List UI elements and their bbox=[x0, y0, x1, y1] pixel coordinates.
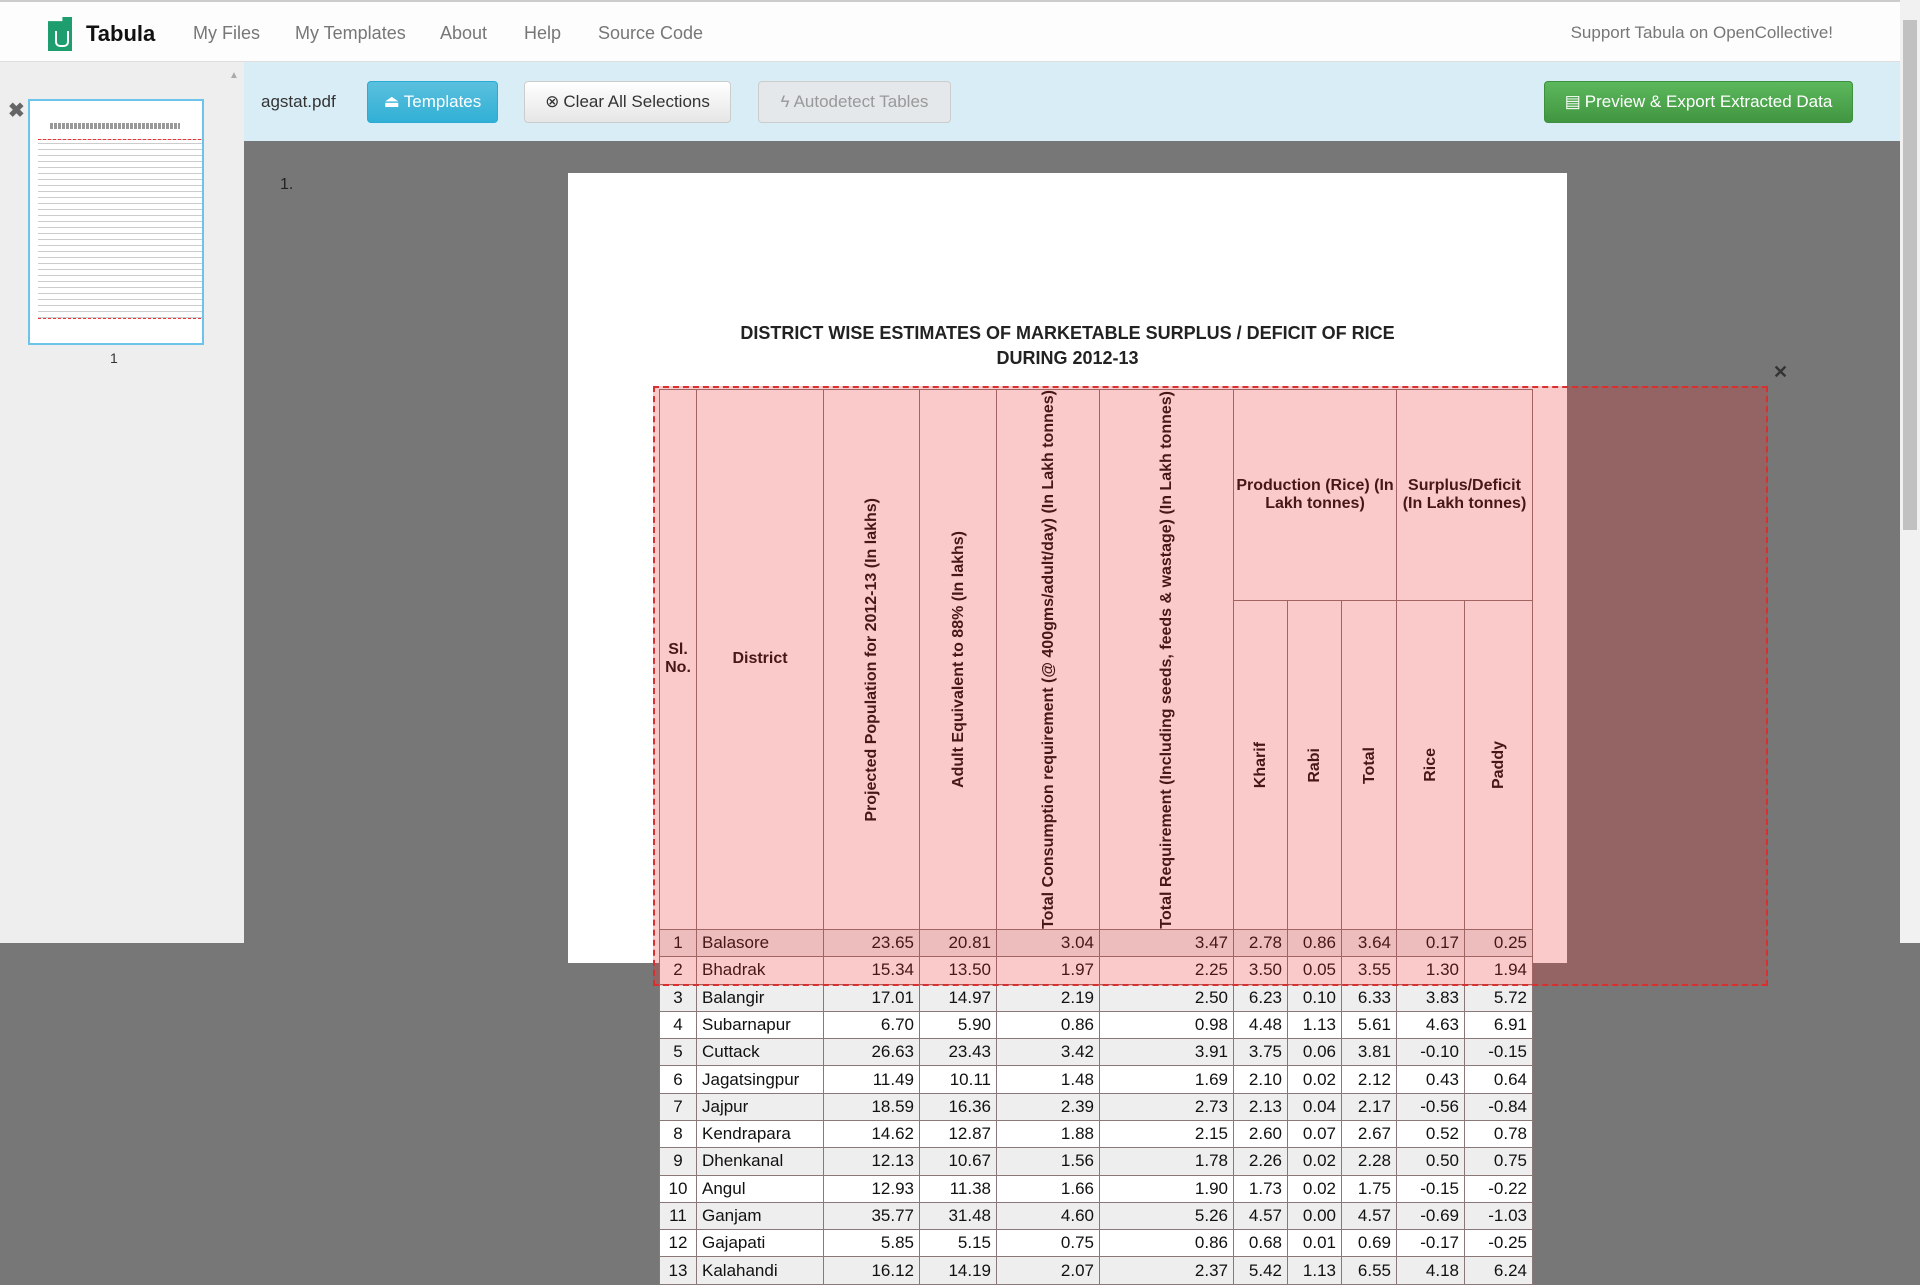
page-thumbnails-sidebar[interactable] bbox=[0, 62, 244, 943]
table-cell: 4.48 bbox=[1234, 1011, 1288, 1038]
table-cell: -0.17 bbox=[1397, 1230, 1465, 1257]
table-cell: Kendrapara bbox=[697, 1120, 824, 1147]
table-cell: 2.25 bbox=[1100, 957, 1234, 984]
page-number: 1. bbox=[280, 176, 294, 193]
table-cell: 16.36 bbox=[920, 1093, 997, 1120]
table-row bbox=[660, 1230, 1533, 1257]
nav-help[interactable]: Help bbox=[524, 23, 562, 43]
bolt-icon: ϟ bbox=[780, 92, 790, 111]
table-cell: 6.70 bbox=[824, 1011, 920, 1038]
table-row bbox=[660, 1120, 1533, 1147]
table-cell: 3.75 bbox=[1234, 1039, 1288, 1066]
table-cell: 11.49 bbox=[824, 1066, 920, 1093]
table-cell: 5.61 bbox=[1342, 1011, 1397, 1038]
table-cell: 4 bbox=[660, 1011, 697, 1038]
table-cell: 0.06 bbox=[1288, 1039, 1342, 1066]
table-cell: Dhenkanal bbox=[697, 1148, 824, 1175]
table-cell: 0.68 bbox=[1234, 1230, 1288, 1257]
header-district: District bbox=[697, 390, 824, 930]
table-cell: 12.93 bbox=[824, 1175, 920, 1202]
table-row bbox=[660, 1257, 1533, 1284]
table-cell: 4.60 bbox=[997, 1202, 1100, 1229]
table-cell: 4.57 bbox=[1342, 1202, 1397, 1229]
header-total: Total bbox=[1360, 746, 1378, 784]
table-cell: 3.83 bbox=[1397, 984, 1465, 1011]
support-link[interactable]: Support Tabula on OpenCollective! bbox=[1570, 23, 1833, 42]
table-cell: 10.67 bbox=[920, 1148, 997, 1175]
scroll-up-icon[interactable]: ▲ bbox=[229, 70, 239, 81]
table-cell: 31.48 bbox=[920, 1202, 997, 1229]
table-cell: 23.65 bbox=[824, 929, 920, 956]
header-surplus: Surplus/Deficit (In Lakh tonnes) bbox=[1397, 390, 1533, 601]
times-circle-icon: ⊗ bbox=[545, 92, 560, 111]
document-title: DISTRICT WISE ESTIMATES OF MARKETABLE SURPLUS / DEFICIT OF RICE DURING 2012-13 bbox=[740, 323, 1395, 368]
table-cell: 0.01 bbox=[1288, 1230, 1342, 1257]
table-cell: 12 bbox=[660, 1230, 697, 1257]
table-cell: -0.22 bbox=[1465, 1175, 1533, 1202]
table-cell: Angul bbox=[697, 1175, 824, 1202]
table-cell: 0.52 bbox=[1397, 1120, 1465, 1147]
table-cell: 1.73 bbox=[1234, 1175, 1288, 1202]
table-cell: 1.13 bbox=[1288, 1257, 1342, 1284]
table-cell: 6.33 bbox=[1342, 984, 1397, 1011]
header-kharif: Kharif bbox=[1252, 742, 1269, 789]
table-cell: Cuttack bbox=[697, 1039, 824, 1066]
table-cell: 0.02 bbox=[1288, 1175, 1342, 1202]
remove-selection-icon[interactable]: ✕ bbox=[1773, 362, 1789, 382]
table-cell: 5.42 bbox=[1234, 1257, 1288, 1284]
table-row bbox=[660, 1066, 1533, 1093]
table-cell: 1.88 bbox=[997, 1120, 1100, 1147]
table-cell: 1.66 bbox=[997, 1175, 1100, 1202]
table-cell: -0.56 bbox=[1397, 1093, 1465, 1120]
table-cell: 2.12 bbox=[1342, 1066, 1397, 1093]
table-cell: 2.60 bbox=[1234, 1120, 1288, 1147]
table-cell: 0.04 bbox=[1288, 1093, 1342, 1120]
table-cell: 0.50 bbox=[1397, 1148, 1465, 1175]
templates-icon: ⏏ bbox=[383, 92, 400, 111]
nav-source-code[interactable]: Source Code bbox=[598, 23, 704, 43]
table-cell: 3.04 bbox=[997, 929, 1100, 956]
table-cell: 2.50 bbox=[1100, 984, 1234, 1011]
table-cell: 0.75 bbox=[997, 1230, 1100, 1257]
table-row bbox=[660, 1039, 1533, 1066]
table-cell: 4.18 bbox=[1397, 1257, 1465, 1284]
table-cell: 3.55 bbox=[1342, 957, 1397, 984]
table-cell: 0.75 bbox=[1465, 1148, 1533, 1175]
table-cell: 6.91 bbox=[1465, 1011, 1533, 1038]
table-cell: 12.13 bbox=[824, 1148, 920, 1175]
table-cell: 2.15 bbox=[1100, 1120, 1234, 1147]
table-cell: 6 bbox=[660, 1066, 697, 1093]
header-production: Production (Rice) (In Lakh tonnes) bbox=[1234, 390, 1397, 601]
table-cell: 10.11 bbox=[920, 1066, 997, 1093]
table-cell: 13 bbox=[660, 1257, 697, 1284]
table-row bbox=[660, 1202, 1533, 1229]
table-cell: 2.10 bbox=[1234, 1066, 1288, 1093]
table-cell: 0.10 bbox=[1288, 984, 1342, 1011]
table-cell: 3.81 bbox=[1342, 1039, 1397, 1066]
table-cell: 1.97 bbox=[997, 957, 1100, 984]
table-cell: 0.02 bbox=[1288, 1066, 1342, 1093]
preview-export-button[interactable]: ▤ Preview & Export Extracted Data bbox=[1544, 81, 1853, 123]
table-cell: -0.10 bbox=[1397, 1039, 1465, 1066]
table-cell: 1.69 bbox=[1100, 1066, 1234, 1093]
table-cell: 0.69 bbox=[1342, 1230, 1397, 1257]
table-cell: 5.90 bbox=[920, 1011, 997, 1038]
table-cell: 0.98 bbox=[1100, 1011, 1234, 1038]
table-cell: 2.73 bbox=[1100, 1093, 1234, 1120]
brand[interactable]: Tabula bbox=[86, 21, 156, 46]
table-icon: ▤ bbox=[1564, 92, 1581, 111]
table-cell: 2.28 bbox=[1342, 1148, 1397, 1175]
table-cell: -0.25 bbox=[1465, 1230, 1533, 1257]
table-cell: 0.64 bbox=[1465, 1066, 1533, 1093]
tabula-logo-icon[interactable] bbox=[48, 17, 72, 51]
table-cell: 1.30 bbox=[1397, 957, 1465, 984]
table-cell: 1 bbox=[660, 929, 697, 956]
table-cell: 0.86 bbox=[1288, 929, 1342, 956]
filename: agstat.pdf bbox=[261, 92, 336, 111]
table-cell: 18.59 bbox=[824, 1093, 920, 1120]
table-cell: Subarnapur bbox=[697, 1011, 824, 1038]
table-cell: 5.72 bbox=[1465, 984, 1533, 1011]
table-cell: 2.78 bbox=[1234, 929, 1288, 956]
nav-my-files[interactable]: My Files bbox=[193, 23, 260, 43]
table-cell: 17.01 bbox=[824, 984, 920, 1011]
table-cell: 2.26 bbox=[1234, 1148, 1288, 1175]
table-cell: Jajpur bbox=[697, 1093, 824, 1120]
table-cell: -0.84 bbox=[1465, 1093, 1533, 1120]
table-cell: 6.24 bbox=[1465, 1257, 1533, 1284]
table-cell: 23.43 bbox=[920, 1039, 997, 1066]
table-cell: 4.57 bbox=[1234, 1202, 1288, 1229]
table-cell: -0.15 bbox=[1397, 1175, 1465, 1202]
table-cell: 10 bbox=[660, 1175, 697, 1202]
table-cell: 7 bbox=[660, 1093, 697, 1120]
close-icon[interactable]: ✖ bbox=[8, 100, 25, 122]
table-selection-area[interactable] bbox=[653, 386, 1768, 986]
table-cell: 2.37 bbox=[1100, 1257, 1234, 1284]
table-cell: 0.17 bbox=[1397, 929, 1465, 956]
scrollbar[interactable] bbox=[1900, 0, 1920, 943]
header-rabi: Rabi bbox=[1306, 747, 1323, 783]
table-cell: 20.81 bbox=[920, 929, 997, 956]
table-cell: 2.39 bbox=[997, 1093, 1100, 1120]
table-cell: Bhadrak bbox=[697, 957, 824, 984]
table-cell: 0.86 bbox=[1100, 1230, 1234, 1257]
table-cell: Gajapati bbox=[697, 1230, 824, 1257]
table-cell: 1.90 bbox=[1100, 1175, 1234, 1202]
table-row bbox=[660, 1093, 1533, 1120]
table-cell: 0.86 bbox=[997, 1011, 1100, 1038]
table-cell: 3.50 bbox=[1234, 957, 1288, 984]
table-cell: 6.55 bbox=[1342, 1257, 1397, 1284]
table-cell: 2.13 bbox=[1234, 1093, 1288, 1120]
table-cell: Jagatsingpur bbox=[697, 1066, 824, 1093]
table-cell: 0.05 bbox=[1288, 957, 1342, 984]
header-rice: Rice bbox=[1422, 748, 1439, 783]
table-cell: 11.38 bbox=[920, 1175, 997, 1202]
table-cell: 13.50 bbox=[920, 957, 997, 984]
header-requirement: Total Requirement (Including seeds, feeds & wastage) (In Lakh tonnes) bbox=[1158, 390, 1175, 929]
table-cell: 0.07 bbox=[1288, 1120, 1342, 1147]
table-cell: 35.77 bbox=[824, 1202, 920, 1229]
table-cell: 0.78 bbox=[1465, 1120, 1533, 1147]
autodetect-tables-button[interactable]: ϟ Autodetect Tables bbox=[758, 81, 951, 123]
table-cell: Ganjam bbox=[697, 1202, 824, 1229]
table-cell: 3.42 bbox=[997, 1039, 1100, 1066]
table-cell: 3 bbox=[660, 984, 697, 1011]
table-cell: 2 bbox=[660, 957, 697, 984]
table-cell: 3.47 bbox=[1100, 929, 1234, 956]
table-cell: -0.69 bbox=[1397, 1202, 1465, 1229]
table-cell: 14.19 bbox=[920, 1257, 997, 1284]
nav-my-templates[interactable]: My Templates bbox=[295, 23, 406, 43]
table-cell: 1.94 bbox=[1465, 957, 1533, 984]
table-cell: 14.97 bbox=[920, 984, 997, 1011]
table-cell: 0.25 bbox=[1465, 929, 1533, 956]
table-cell: 5 bbox=[660, 1039, 697, 1066]
table-cell: 9 bbox=[660, 1148, 697, 1175]
templates-button[interactable]: ⏏ Templates bbox=[367, 81, 498, 123]
page-thumbnail[interactable] bbox=[28, 99, 204, 345]
table-cell: 12.87 bbox=[920, 1120, 997, 1147]
table-cell: Balangir bbox=[697, 984, 824, 1011]
table-cell: 8 bbox=[660, 1120, 697, 1147]
table-cell: 2.17 bbox=[1342, 1093, 1397, 1120]
table-cell: 1.56 bbox=[997, 1148, 1100, 1175]
table-cell: -1.03 bbox=[1465, 1202, 1533, 1229]
table-cell: 0.43 bbox=[1397, 1066, 1465, 1093]
table-cell: Balasore bbox=[697, 929, 824, 956]
table-cell: 0.00 bbox=[1288, 1202, 1342, 1229]
table-cell: 2.07 bbox=[997, 1257, 1100, 1284]
table-cell: 2.19 bbox=[997, 984, 1100, 1011]
table-cell: 1.78 bbox=[1100, 1148, 1234, 1175]
table-cell: 16.12 bbox=[824, 1257, 920, 1284]
navbar bbox=[0, 0, 1900, 62]
table-cell: 1.48 bbox=[997, 1066, 1100, 1093]
table-cell: 6.23 bbox=[1234, 984, 1288, 1011]
thumbnail-page-number: 1 bbox=[110, 350, 118, 366]
table-cell: 11 bbox=[660, 1202, 697, 1229]
table-cell: -0.15 bbox=[1465, 1039, 1533, 1066]
header-consumption: Total Consumption requirement (@ 400gms/adult/day) (In Lakh tonnes) bbox=[1039, 390, 1057, 929]
table-cell: 5.15 bbox=[920, 1230, 997, 1257]
table-row bbox=[660, 1011, 1533, 1038]
clear-selections-button[interactable]: ⊗ Clear All Selections bbox=[524, 81, 731, 123]
table-cell: 1.75 bbox=[1342, 1175, 1397, 1202]
scrollbar-thumb[interactable] bbox=[1903, 20, 1917, 530]
table-cell: 2.67 bbox=[1342, 1120, 1397, 1147]
table-cell: 3.64 bbox=[1342, 929, 1397, 956]
table-cell: 26.63 bbox=[824, 1039, 920, 1066]
toolbar bbox=[244, 62, 1900, 141]
header-population: Projected Population for 2012-13 (In lakhs) bbox=[863, 497, 880, 822]
table-row bbox=[660, 1148, 1533, 1175]
table-cell: 1.13 bbox=[1288, 1011, 1342, 1038]
table-cell: 0.02 bbox=[1288, 1148, 1342, 1175]
table-cell: 15.34 bbox=[824, 957, 920, 984]
table-cell: Kalahandi bbox=[697, 1257, 824, 1284]
table-row bbox=[660, 984, 1533, 1011]
header-adult: Adult Equivalent to 88% (In lakhs) bbox=[949, 530, 967, 788]
table-cell: 5.85 bbox=[824, 1230, 920, 1257]
nav-about[interactable]: About bbox=[440, 23, 488, 43]
table-cell: 5.26 bbox=[1100, 1202, 1234, 1229]
table-cell: 4.63 bbox=[1397, 1011, 1465, 1038]
table-row bbox=[660, 1175, 1533, 1202]
table-cell: 14.62 bbox=[824, 1120, 920, 1147]
header-paddy: Paddy bbox=[1490, 741, 1507, 790]
table-cell: 3.91 bbox=[1100, 1039, 1234, 1066]
header-sl: Sl. No. bbox=[660, 390, 697, 930]
